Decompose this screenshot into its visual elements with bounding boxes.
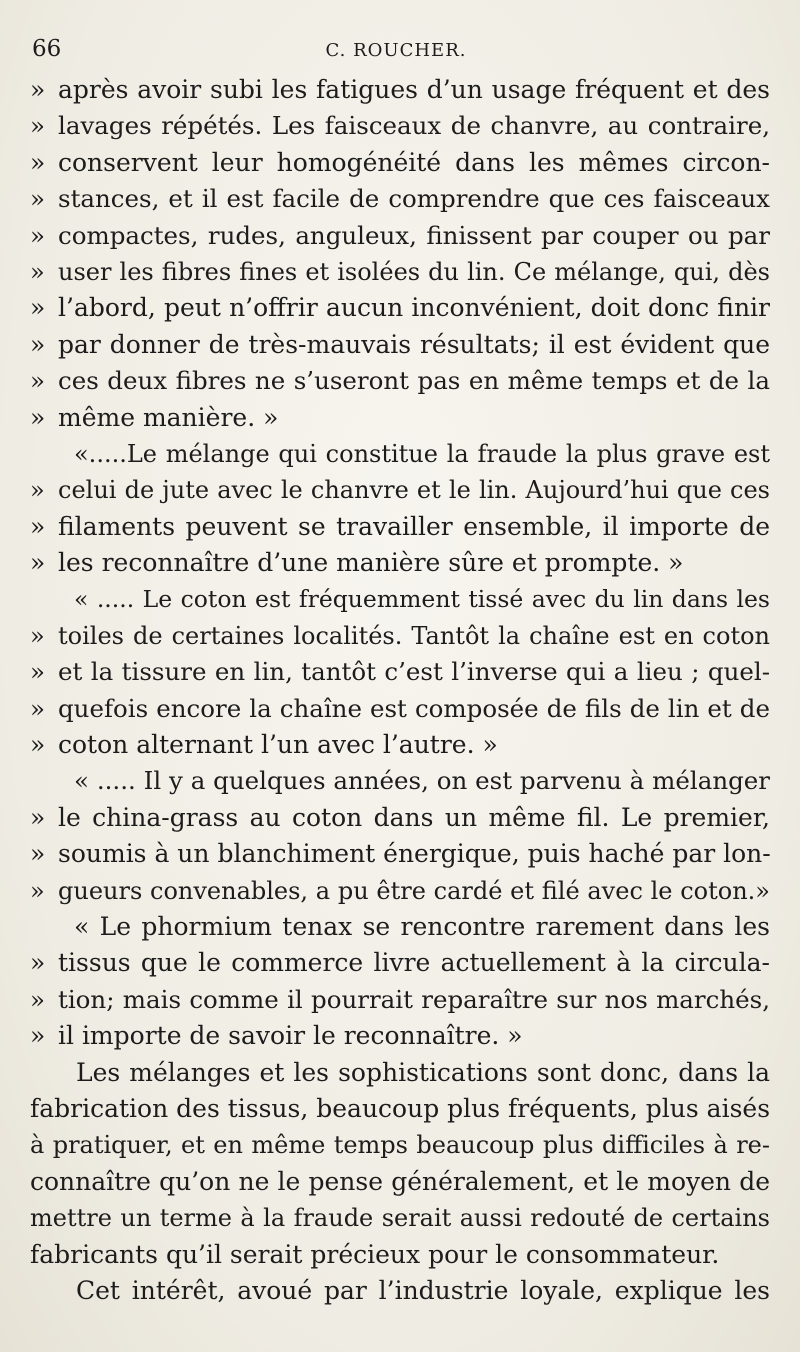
line-text: par donner de très-mauvais résultats; il est évident que <box>58 329 770 359</box>
text-line <box>30 836 770 872</box>
line-text: compactes, rudes, anguleux, finissent par couper ou par <box>58 220 770 250</box>
text-line <box>30 1164 770 1200</box>
quote-mark: » <box>30 366 45 396</box>
line-text: toiles de certaines localités. Tantôt la chaîne est en coton <box>58 621 770 650</box>
text-line <box>30 145 770 181</box>
quote-mark: » <box>30 839 46 869</box>
quote-mark: » <box>30 111 45 141</box>
text-line <box>30 691 770 727</box>
line-text: le china-grass au coton dans un même fil. Le premier, <box>58 802 770 832</box>
line-text: quefois encore la chaîne est composée de fils de lin et de <box>58 693 770 723</box>
line-text: il importe de savoir le reconnaître. » <box>58 1021 523 1051</box>
line-text: celui de jute avec le chanvre et le lin. Aujourd’hui que ces <box>58 476 770 505</box>
text-line <box>30 545 770 581</box>
text-line <box>30 436 770 472</box>
line-text: connaître qu’on ne le pense généralement, et le moyen de <box>30 1166 770 1196</box>
line-text: fabrication des tissus, beaucoup plus fréquents, plus aisés <box>30 1093 771 1123</box>
quote-mark: » <box>30 802 46 832</box>
text-line <box>30 1091 770 1127</box>
text-line <box>30 654 770 690</box>
quote-mark: » <box>30 184 45 214</box>
quote-mark: » <box>30 75 46 104</box>
text-line <box>30 727 770 763</box>
line-text: les reconnaître d’une manière sûre et prompte. » <box>58 548 684 578</box>
line-text: « Le phormium tenax se rencontre rarement dans les <box>74 911 770 941</box>
text-line <box>30 290 770 326</box>
quote-mark: » <box>30 257 45 286</box>
text-line <box>30 472 770 508</box>
body-text <box>30 72 770 1309</box>
line-text: mettre un terme à la fraude serait aussi redouté de certains <box>30 1204 770 1233</box>
running-title: C. ROUCHER. <box>325 40 467 61</box>
line-text: ces deux fibres ne s’useront pas en même temps et de la <box>58 366 770 396</box>
line-text: fabricants qu’il serait précieux pour le consommateur. <box>30 1239 720 1269</box>
text-line <box>30 108 770 144</box>
text-line <box>30 218 770 254</box>
text-line <box>30 1237 770 1273</box>
line-text: soumis à un blanchiment énergique, puis haché par lon- <box>58 839 771 869</box>
line-text: tissus que le commerce livre actuellement à la circula- <box>58 948 770 978</box>
text-line <box>30 1273 770 1309</box>
line-text: après avoir subi les fatigues d’un usage fréquent et des <box>58 75 770 104</box>
quote-mark: » <box>30 402 46 432</box>
line-text: tion; mais comme il pourrait reparaître sur nos marchés, <box>58 984 770 1014</box>
quote-mark: » <box>30 621 45 650</box>
line-text: à pratiquer, et en même temps beaucoup plus difficiles à re- <box>30 1131 770 1160</box>
text-line <box>30 509 770 545</box>
line-text: et la tissure en lin, tantôt c’est l’inverse qui a lieu ; quel- <box>58 657 770 687</box>
text-line <box>30 72 770 108</box>
line-text: «.....Le mélange qui constitue la fraude la plus grave est <box>74 439 770 468</box>
quote-mark: » <box>30 657 45 687</box>
quote-mark: » <box>30 1021 46 1051</box>
page-number: 66 <box>32 36 62 62</box>
quote-mark: » <box>30 220 45 250</box>
quote-mark: » <box>30 511 46 541</box>
line-text: coton alternant l’un avec l’autre. » <box>58 730 498 760</box>
text-line <box>30 327 770 363</box>
text-line <box>30 581 770 617</box>
text-line <box>30 363 770 399</box>
text-line <box>30 254 770 290</box>
text-line <box>30 873 770 909</box>
line-text: gueurs convenables, a pu être cardé et filé avec le coton.» <box>58 876 770 905</box>
quote-mark: » <box>30 693 45 723</box>
line-text: user les fibres fines et isolées du lin. Ce mélange, qui, dès <box>58 257 770 286</box>
text-line <box>30 909 770 945</box>
line-text: même manière. » <box>58 402 279 432</box>
quote-mark: » <box>30 948 46 978</box>
line-text: filaments peuvent se travailler ensemble, il importe de <box>58 511 770 541</box>
line-text: Les mélanges et les sophistications sont donc, dans la <box>76 1057 770 1087</box>
line-text: stances, et il est facile de comprendre que ces faisceaux <box>58 184 770 214</box>
line-text: « ..... Il y a quelques années, on est parvenu à mélanger <box>74 766 770 796</box>
text-line <box>30 618 770 654</box>
line-text: lavages répétés. Les faisceaux de chanvre, au contraire, <box>58 111 770 141</box>
text-line <box>30 181 770 217</box>
quote-mark: » <box>30 329 46 359</box>
quote-mark: » <box>30 548 46 578</box>
text-line <box>30 400 770 436</box>
quote-mark: » <box>30 147 46 177</box>
text-line <box>30 1018 770 1054</box>
line-text: Cet intérêt, avoué par l’industrie loyale, explique les <box>76 1275 770 1305</box>
quote-mark: » <box>30 293 46 323</box>
quote-mark: » <box>30 876 45 905</box>
text-line <box>30 1055 770 1091</box>
text-line <box>30 1127 770 1163</box>
quote-mark: » <box>30 984 45 1014</box>
quote-mark: » <box>30 730 46 760</box>
page-header <box>32 36 760 76</box>
text-line <box>30 763 770 799</box>
line-text: l’abord, peut n’offrir aucun inconvénient, doit donc finir <box>58 293 770 323</box>
line-text: conservent leur homogénéité dans les mêmes circon- <box>58 147 770 177</box>
text-line <box>30 1200 770 1236</box>
text-line <box>30 800 770 836</box>
text-line <box>30 945 770 981</box>
text-line <box>30 982 770 1018</box>
quote-mark: » <box>30 476 45 505</box>
line-text: « ..... Le coton est fréquemment tissé avec du lin dans les <box>74 585 770 614</box>
